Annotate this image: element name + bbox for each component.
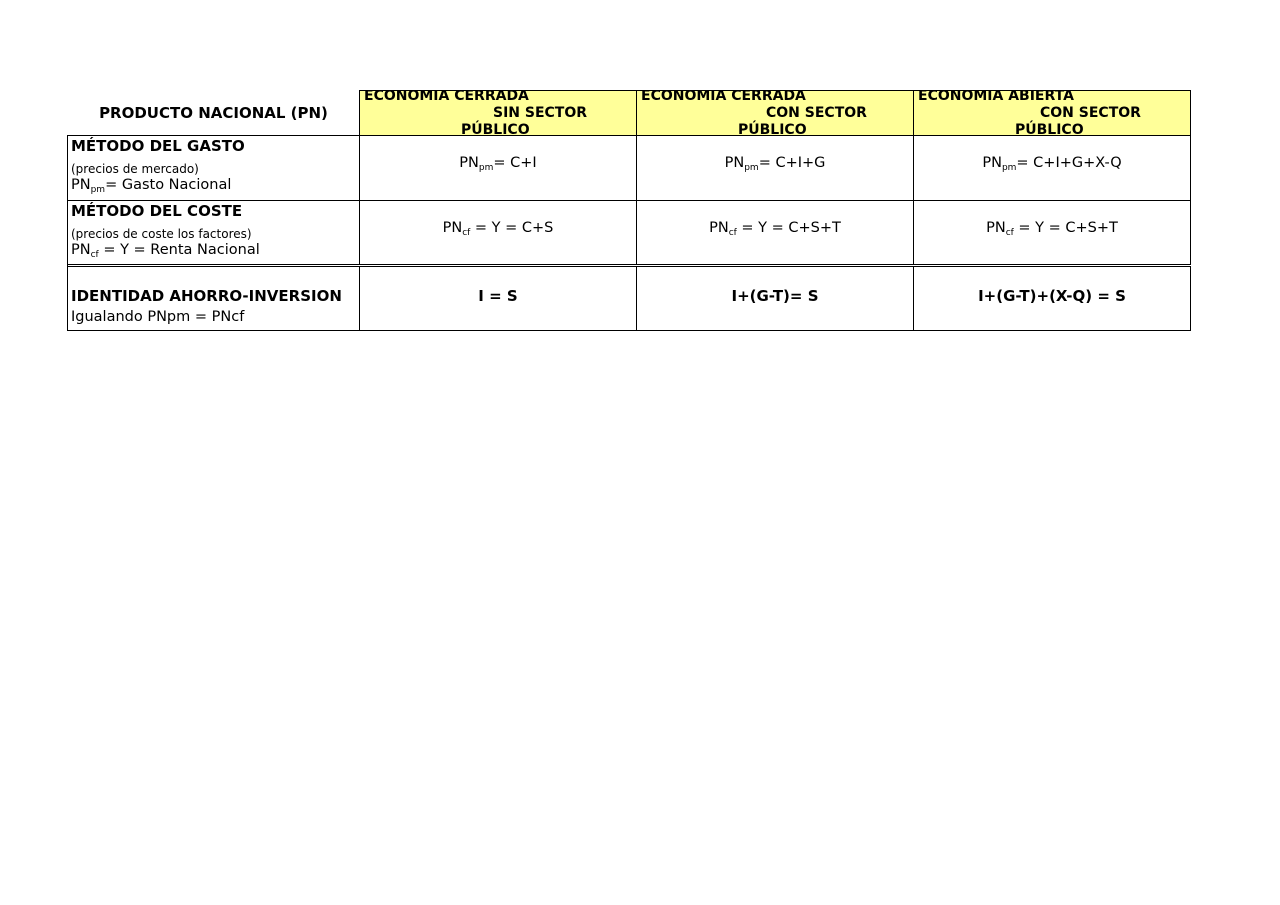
column-header-1 bbox=[359, 90, 637, 136]
row-identidad-note: Igualando PNpm = PNcf bbox=[71, 309, 245, 325]
row-gasto-cell-1 bbox=[359, 135, 637, 201]
row-gasto-formula-1: $PN_{pm}= C+I$ bbox=[459, 155, 537, 173]
row-gasto-label bbox=[67, 135, 360, 201]
row-identidad-label bbox=[67, 266, 360, 331]
row-coste-formula-1: $PN_{cf} = Y = C+S$ bbox=[442, 220, 554, 238]
row-coste-cell-1 bbox=[359, 200, 637, 266]
row-coste-cell-2 bbox=[636, 200, 914, 266]
row-gasto-definition: $PN_{pm}=$ Gasto Nacional bbox=[71, 177, 232, 195]
column-header-2-line1: ECONOMIA CERRADA bbox=[641, 90, 806, 104]
row-gasto-formula-2: $PN_{pm}= C+I+G$ bbox=[724, 155, 826, 173]
row-gasto-note: (precios de mercado) bbox=[71, 162, 199, 176]
row-identidad-cell-3 bbox=[913, 266, 1191, 331]
row-coste-definition: $PN_{cf} = Y$ = Renta Nacional bbox=[71, 242, 260, 260]
column-header-3-line3: PÚBLICO bbox=[1015, 122, 1084, 136]
column-header-3-line2: CON SECTOR bbox=[1040, 105, 1141, 121]
column-header-1-line1: ECONOMIA CERRADA bbox=[364, 90, 529, 104]
row-gasto-cell-2 bbox=[636, 135, 914, 201]
row-gasto-formula-3: $PN_{pm}= C+I+G+X-Q$ bbox=[982, 155, 1122, 173]
column-header-2 bbox=[636, 90, 914, 136]
row-identidad-formula-2: I+(G-T)= S bbox=[731, 287, 819, 305]
row-identidad-heading: IDENTIDAD AHORRO-INVERSION bbox=[71, 287, 342, 305]
row-identidad-cell-1 bbox=[359, 266, 637, 331]
row-identidad-formula-3: I+(G-T)+(X-Q) = S bbox=[978, 287, 1126, 305]
column-header-3-line1: ECONOMIA ABIERTA bbox=[918, 90, 1074, 104]
row-gasto-cell-3 bbox=[913, 135, 1191, 201]
row-coste-formula-2: $PN_{cf} = Y = C+S+T$ bbox=[709, 220, 841, 238]
row-identidad-formula-1: I = S bbox=[478, 287, 518, 305]
row-coste-heading: MÉTODO DEL COSTE bbox=[71, 202, 243, 220]
row-coste-note: (precios de coste los factores) bbox=[71, 227, 252, 241]
column-header-1-line2: SIN SECTOR bbox=[493, 105, 588, 121]
column-header-2-line2: CON SECTOR bbox=[766, 105, 867, 121]
table-title: PRODUCTO NACIONAL (PN) bbox=[99, 104, 328, 122]
column-header-3 bbox=[913, 90, 1191, 136]
row-coste-cell-3 bbox=[913, 200, 1191, 266]
row-identidad-cell-2 bbox=[636, 266, 914, 331]
row-coste-formula-3: $PN_{cf} = Y = C+S+T$ bbox=[986, 220, 1118, 238]
row-coste-label bbox=[67, 200, 360, 266]
column-header-1-line3: PÚBLICO bbox=[461, 122, 530, 136]
column-header-2-line3: PÚBLICO bbox=[738, 122, 807, 136]
row-gasto-heading: MÉTODO DEL GASTO bbox=[71, 137, 245, 155]
